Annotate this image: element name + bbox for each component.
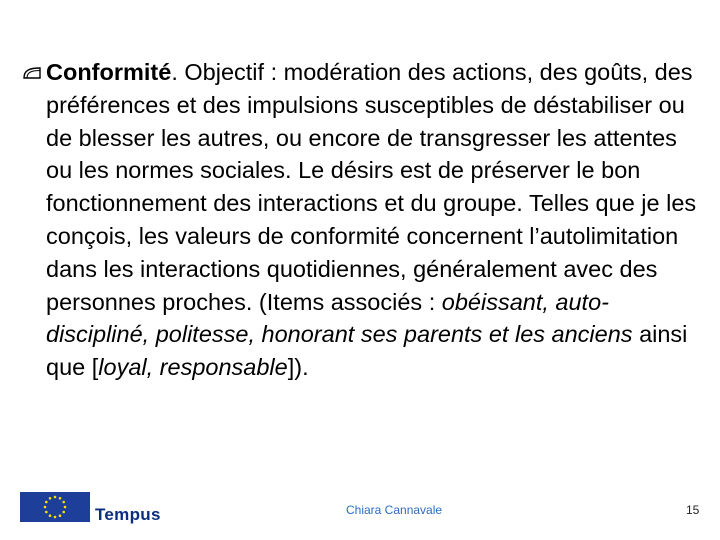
text-segment-4: loyal, responsable (98, 354, 288, 381)
tempus-logo (20, 490, 190, 526)
main-paragraph (22, 56, 702, 384)
page-number: 15 (686, 503, 700, 517)
text-segment-2: obéissant, auto-discipliné, politesse, honorant ses parents et les anciens (46, 288, 633, 348)
lead-term: Conformité (46, 59, 172, 85)
eu-flag-icon (20, 492, 90, 522)
text-segment-3: ainsi que [ (46, 321, 688, 381)
footer-author: Chiara Cannavale (346, 503, 443, 517)
text-segment-5: ]). (287, 354, 309, 381)
slide-body (22, 56, 702, 384)
tempus-wordmark: Tempus (95, 505, 161, 524)
text-segment-1: . Objectif : modération des actions, des goûts, des préférences et des impulsions susceptibles de déstabiliser ou de blesser les autres, ou encore de transgresser les attentes ou les normes sociales. Le désirs est de préserver le bon fonctionnement des interactions et du groupe. Telles que je les conçois, les valeurs de conformité concernent l’autolimitation dans les interactions quotidiennes, généralement avec des personnes proches. (Items associés : (46, 59, 697, 315)
bullet-icon (22, 66, 42, 80)
